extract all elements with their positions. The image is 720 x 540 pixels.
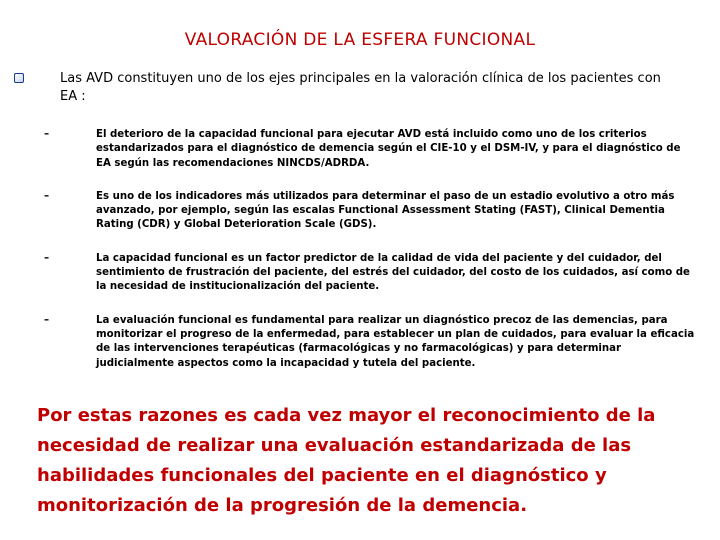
list-item: [40, 252, 700, 295]
list-item-text: El deterioro de la capacidad funcional para ejecutar AVD está incluido como uno de los criterios estandarizados para el diagnóstico de demencia según el CIE-10 y el DSM-IV, y para el diagnóstico de EA según las recomendaciones NINCDS/ADRDA.: [96, 129, 681, 169]
list-item-text: La capacidad funcional es un factor predictor de la calidad de vida del paciente y del cuidador, del sentimiento de frustración del paciente, del estrés del cuidador, del costo de los cuidados, así como de la necesidad de institucionalización del paciente.: [96, 252, 690, 293]
conclusion-text: Por estas razones es cada vez mayor el reconocimiento de la necesidad de realizar una evaluación estandarizada de las habilidades funcionales del paciente en el diagnóstico y monitorización de la progresión de la demencia.: [37, 405, 656, 516]
page-title: VALORACIÓN DE LA ESFERA FUNCIONAL: [184, 30, 536, 50]
intro-paragraph: [14, 70, 704, 106]
square-bullet-icon: [14, 73, 24, 83]
list-item: [40, 190, 700, 233]
list-item: [40, 128, 700, 171]
list-item-text: La evaluación funcional es fundamental para realizar un diagnóstico precoz de las demencias, para monitorizar el progreso de la enfermedad, para establecer un plan de cuidados, para evaluar la eficacia de las intervenciones terapéuticas (farmacológicas y no farmacológicas) y para determinar judicialmente aspectos como la incapacidad y tutela del paciente.: [96, 314, 695, 369]
list-dash: –: [44, 190, 50, 202]
list-dash: –: [44, 129, 50, 140]
list-dash: –: [44, 252, 50, 264]
intro-text: Las AVD constituyen uno de los ejes principales en la valoración clínica de los pacientes con EA :: [60, 71, 661, 104]
list-item: [40, 314, 700, 371]
list-dash: –: [44, 314, 50, 326]
list-item-text: Es uno de los indicadores más utilizados para determinar el paso de un estadio evolutivo a otro más avanzado, por ejemplo, según las escalas Functional Assessment Stating (FAST), Clinical Dementia Rating (CDR) y Global Deterioration Scale (GDS).: [96, 190, 675, 231]
criteria-list: [40, 128, 700, 390]
